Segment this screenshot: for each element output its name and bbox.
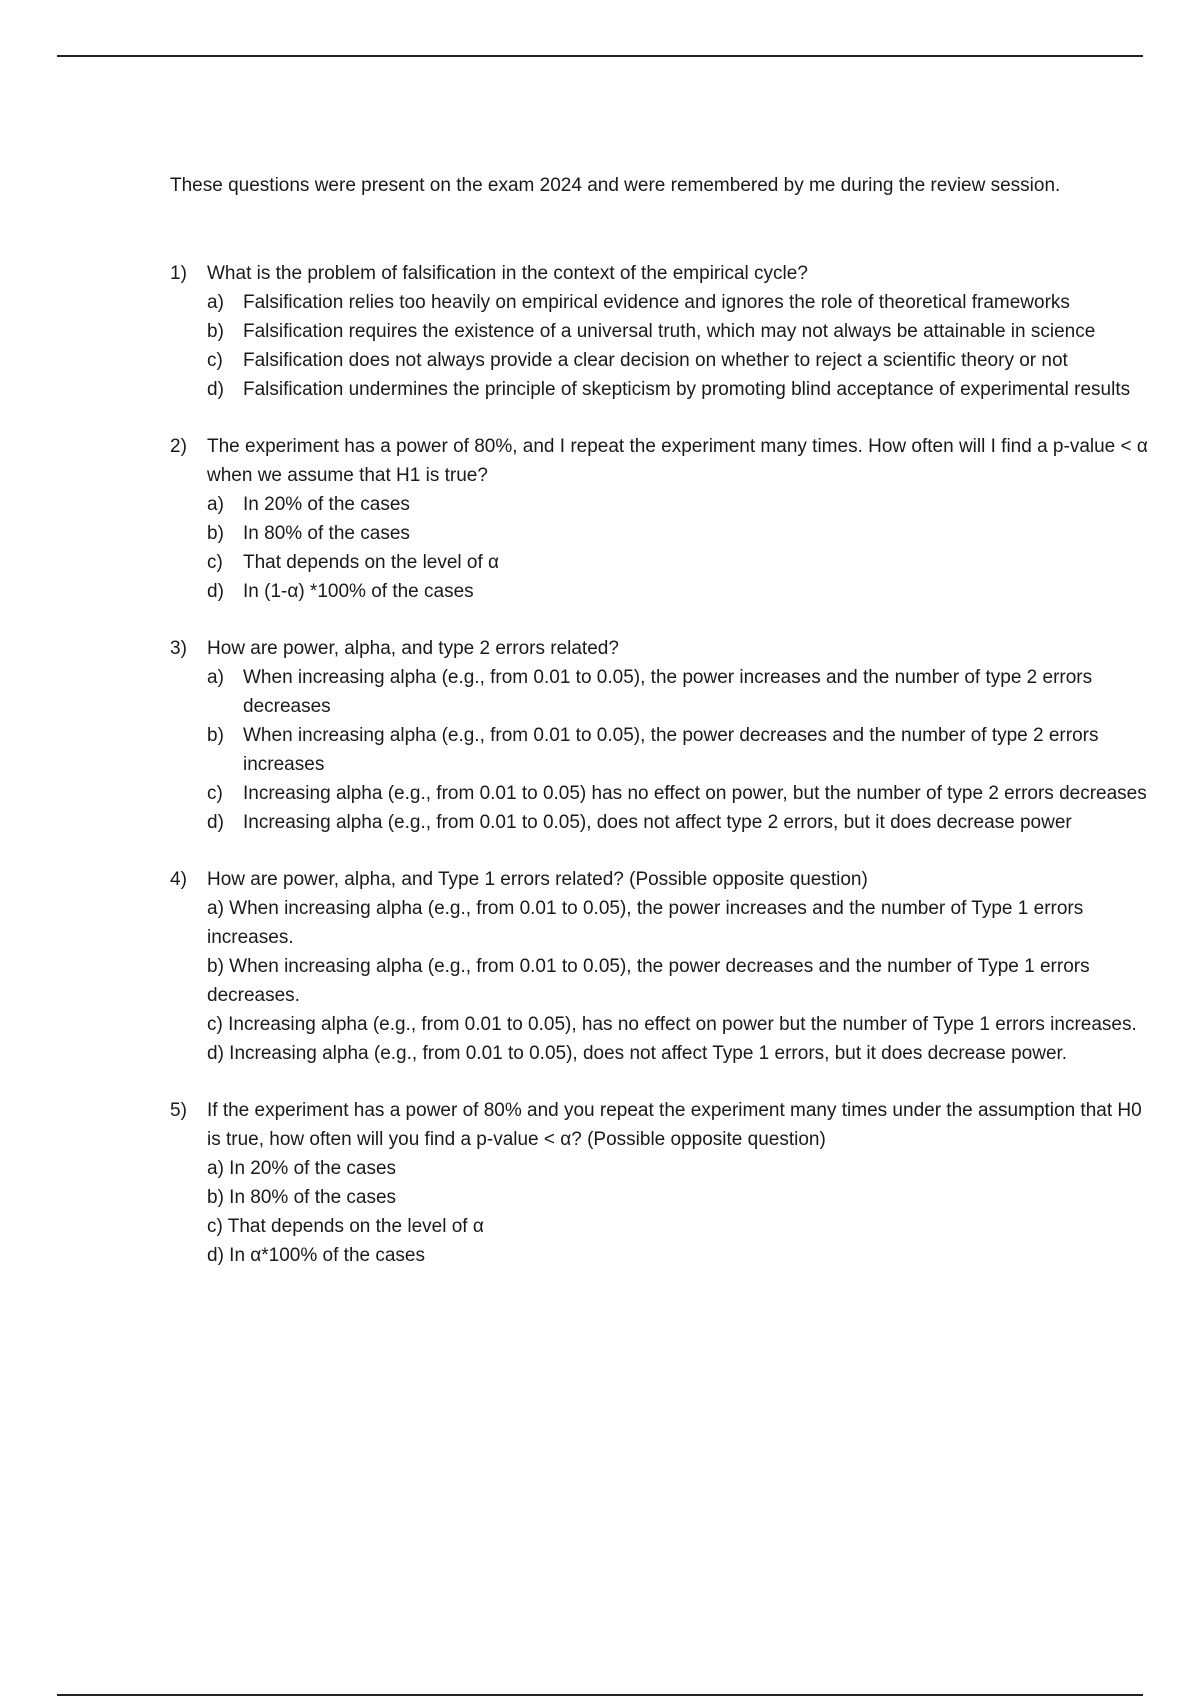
- question-3: [170, 634, 1160, 837]
- option-letter: d): [207, 379, 224, 400]
- option-text: In (1-α) *100% of the cases: [243, 581, 474, 602]
- option-list: [207, 1154, 1160, 1270]
- option-d: d) Increasing alpha (e.g., from 0.01 to 0.05), does not affect Type 1 errors, but it does decrease power.: [207, 1043, 1068, 1064]
- question-text: How are power, alpha, and type 2 errors related?: [207, 638, 619, 659]
- option-a: a) In 20% of the cases: [207, 1158, 397, 1179]
- option-text: Falsification undermines the principle of skepticism by promoting blind acceptance of experimental results: [243, 379, 1131, 400]
- option-a: [207, 490, 1160, 519]
- option-text: Falsification relies too heavily on empirical evidence and ignores the role of theoretical frameworks: [243, 292, 1070, 313]
- option-d: [207, 375, 1160, 404]
- question-2: [170, 432, 1160, 606]
- option-text: Falsification requires the existence of a universal truth, which may not always be attainable in science: [243, 321, 1096, 342]
- option-b: [207, 519, 1160, 548]
- option-b: b) In 80% of the cases: [207, 1187, 397, 1208]
- option-list: [207, 894, 1160, 1068]
- option-d: [207, 577, 1160, 606]
- question-number: 1): [170, 263, 187, 284]
- option-c: [207, 779, 1160, 808]
- option-text: Increasing alpha (e.g., from 0.01 to 0.05), does not affect type 2 errors, but it does decrease power: [243, 812, 1072, 833]
- option-letter: a): [207, 667, 224, 688]
- question-5: [170, 1096, 1160, 1270]
- option-letter: a): [207, 292, 224, 313]
- question-1: [170, 259, 1160, 404]
- option-b: [207, 721, 1160, 779]
- question-text: What is the problem of falsification in the context of the empirical cycle?: [207, 263, 808, 284]
- option-c: c) That depends on the level of α: [207, 1216, 484, 1237]
- header-rule: [57, 55, 1143, 57]
- option-text: Falsification does not always provide a clear decision on whether to reject a scientific theory or not: [243, 350, 1068, 371]
- option-c: [207, 346, 1160, 375]
- footer-rule: [57, 1694, 1143, 1696]
- option-list: [207, 288, 1160, 404]
- option-letter: b): [207, 725, 224, 746]
- question-list: [170, 259, 1160, 1298]
- question-number: 4): [170, 869, 187, 890]
- option-b: [207, 317, 1160, 346]
- option-list: [207, 490, 1160, 606]
- option-text: Increasing alpha (e.g., from 0.01 to 0.05) has no effect on power, but the number of type 2 errors decreases: [243, 783, 1147, 804]
- option-c: c) Increasing alpha (e.g., from 0.01 to 0.05), has no effect on power but the number of Type 1 errors increases.: [207, 1014, 1137, 1035]
- option-b: b) When increasing alpha (e.g., from 0.01 to 0.05), the power decreases and the number of Type 1 errors decreases.: [207, 956, 1090, 1006]
- option-text: In 20% of the cases: [243, 494, 410, 515]
- option-text: That depends on the level of α: [243, 552, 500, 573]
- question-text: If the experiment has a power of 80% and you repeat the experiment many times under the assumption that H0 is true, how often will you find a p-value < α? (Possible opposite question): [207, 1100, 1142, 1150]
- option-letter: d): [207, 581, 224, 602]
- option-text: When increasing alpha (e.g., from 0.01 to 0.05), the power increases and the number of type 2 errors decreases: [243, 667, 1093, 717]
- option-letter: c): [207, 552, 223, 573]
- intro-text: These questions were present on the exam 2024 and were remembered by me during the review session.: [170, 175, 1061, 196]
- question-text: How are power, alpha, and Type 1 errors related? (Possible opposite question): [207, 869, 868, 890]
- question-4: [170, 865, 1160, 1068]
- option-list: [207, 663, 1160, 837]
- option-d: [207, 808, 1160, 837]
- option-a: [207, 288, 1160, 317]
- option-a: [207, 663, 1160, 721]
- option-letter: b): [207, 523, 224, 544]
- option-letter: b): [207, 321, 224, 342]
- option-letter: c): [207, 783, 223, 804]
- question-number: 5): [170, 1100, 187, 1121]
- question-text: The experiment has a power of 80%, and I repeat the experiment many times. How often will I find a p-value < α when we assume that H1 is true?: [207, 436, 1148, 486]
- question-number: 2): [170, 436, 187, 457]
- option-text: When increasing alpha (e.g., from 0.01 to 0.05), the power decreases and the number of type 2 errors increases: [243, 725, 1099, 775]
- option-letter: c): [207, 350, 223, 371]
- option-c: [207, 548, 1160, 577]
- option-text: In 80% of the cases: [243, 523, 410, 544]
- question-number: 3): [170, 638, 187, 659]
- option-letter: d): [207, 812, 224, 833]
- option-d: d) In α*100% of the cases: [207, 1245, 425, 1266]
- option-letter: a): [207, 494, 224, 515]
- option-a: a) When increasing alpha (e.g., from 0.01 to 0.05), the power increases and the number of Type 1 errors increases.: [207, 898, 1084, 948]
